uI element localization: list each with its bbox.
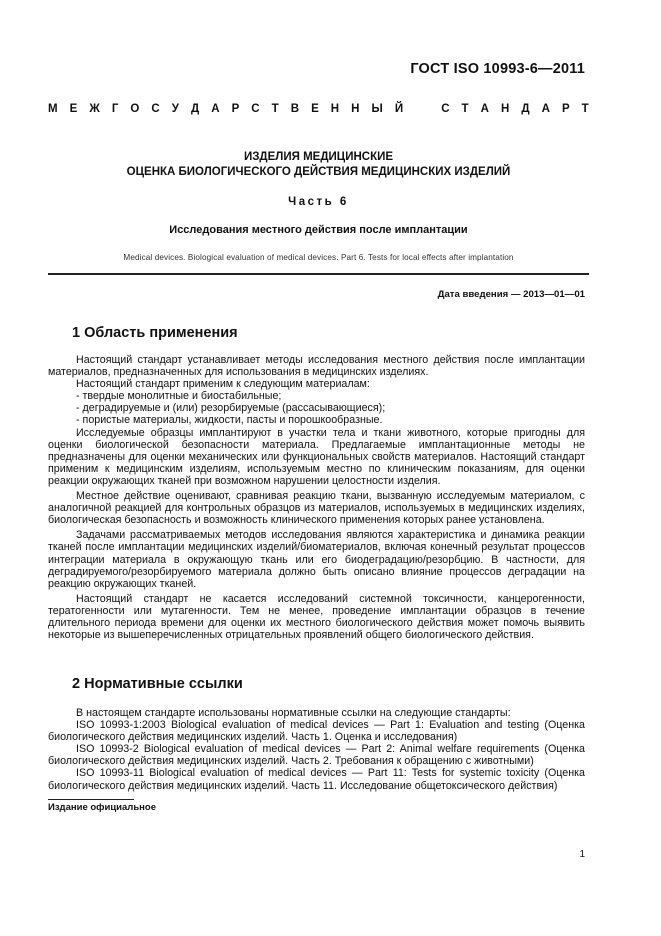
heading-letter: Н — [500, 103, 510, 115]
heading-letter: Т — [271, 103, 279, 115]
paragraph: Настоящий стандарт применим к следующим материалам: — [76, 378, 370, 391]
heading-letter: Ы — [371, 103, 383, 115]
effective-date: Дата введения — 2013—01—01 — [437, 289, 585, 300]
section-2-heading: 2 Нормативные ссылки — [72, 676, 243, 692]
paragraph: Задачами рассматриваемых методов исследования являются характеристика и динамика реакции тканей после имплантации медицинских изделий/биоматериалов, включая конечный результат процессов интеграции материала в окружающую ткань или его биодеградацию/резорбцию. В частности, для деградируемого/резорбируемого материала должно быть описано влияние процессов деградации на реакцию окружающих тканей. — [48, 529, 585, 590]
heading-letter: Г — [111, 103, 119, 115]
document-code: ГОСТ ISO 10993-6—2011 — [410, 61, 585, 77]
reference-item: ISO 10993-2 Biological evaluation of medical devices — Part 2: Animal welfare requirements (Оценка биологического действия медицинских изделий. Часть 2. Требования к обращению с животными) — [48, 743, 585, 768]
heading-letter: А — [480, 103, 489, 115]
heading-letter: С — [151, 103, 160, 115]
title-line-2: ОЦЕНКА БИОЛОГИЧЕСКОГО ДЕЙСТВИЯ МЕДИЦИНСКИХ ИЗДЕЛИЙ — [126, 166, 511, 178]
heading-letter: Р — [561, 103, 570, 115]
reference-item: ISO 10993-1:2003 Biological evaluation of medical devices — Part 1: Evaluation and testing (Оценка биологического действия медицинских изделий. Часть 1. Оценка и исследования) — [48, 719, 585, 744]
heading-letter: В — [290, 103, 300, 115]
paragraph: Настоящий стандарт устанавливает методы исследования местного действия после имплантации материалов, предназначенных для использования в медицинских изделиях. — [48, 354, 585, 379]
interstate-standard-heading — [48, 103, 589, 115]
heading-letter: Р — [231, 103, 240, 115]
section-1-heading: 1 Область применения — [72, 325, 238, 341]
paragraph: Исследуемые образцы имплантируют в участки тела и ткани животного, которые пригодны для оценки биологической безопасности материала. Предлагаемые имплантационные методы не предназначены для оценки механических или функциональных свойств материалов. Настоящий стандарт применим к медицинским изделиям, используемым местно по клиническим показаниям, для оценки реакции окружающих тканей при возможном нарушении целостности изделия. — [48, 426, 585, 487]
official-edition-label: Издание официальное — [48, 802, 156, 813]
heading-letter: А — [211, 103, 220, 115]
heading-letter: У — [171, 103, 179, 115]
heading-letter: Н — [330, 103, 340, 115]
list-item: - твердые монолитные и биостабильные; — [76, 390, 282, 403]
heading-letter: А — [541, 103, 550, 115]
heading-letter: С — [251, 103, 260, 115]
section-1-body — [48, 354, 585, 641]
heading-letter: О — [130, 103, 140, 115]
paragraph: Местное действие оценивают, сравнивая реакцию ткани, вызванную исследуемым материалом, с аналогичной реакцией для контрольных образцов из материалов, используемых в медицинских изделиях, биологическая безопасность и возможность клинического применения которых ранее установлена. — [48, 490, 585, 527]
word-gap — [415, 103, 429, 115]
heading-letter: Д — [190, 103, 200, 115]
heading-letter: Е — [69, 103, 78, 115]
heading-letter: Е — [311, 103, 319, 115]
paragraph: Настоящий стандарт не касается исследований системной токсичности, канцерогенности, тератогенности или мутагенности. Тем не менее, проведение имплантации образцов в течение длительного периода времени для оценки их местного биологического действия может помочь выявить некоторые из вышеперечисленных отрицательных проявлений общего биологического действия. — [48, 592, 585, 642]
heading-letter: Ж — [89, 103, 100, 115]
heading-letter: Й — [394, 103, 404, 115]
heading-letter: Н — [351, 103, 360, 115]
heading-letter: Д — [521, 103, 530, 115]
section-2-body — [48, 707, 585, 792]
part-label: Часть 6 — [288, 196, 349, 208]
list-item: - деградируемые и (или) резорбируемые (рассасывающиеся); — [76, 402, 386, 415]
heading-letter: С — [441, 103, 450, 115]
list-item: - пористые материалы, жидкости, пасты и порошкообразные. — [76, 414, 383, 427]
title-block — [48, 150, 589, 262]
english-title: Medical devices. Biological evaluation of medical devices. Part 6. Tests for local effects after implantation — [123, 253, 514, 262]
title-line-1: ИЗДЕЛИЯ МЕДИЦИНСКИЕ — [243, 151, 394, 163]
paragraph: В настоящем стандарте использованы нормативные ссылки на следующие стандарты: — [76, 707, 511, 719]
page-number: 1 — [579, 849, 585, 860]
heading-letter: М — [48, 103, 58, 115]
title-divider — [48, 273, 589, 275]
part-subtitle: Исследования местного действия после имплантации — [169, 224, 468, 236]
reference-item: ISO 10993-11 Biological evaluation of medical devices — Part 11: Tests for systemic toxicity (Оценка биологического действия медицинских изделий. Часть 11. Исследование общетоксического действия) — [48, 767, 585, 792]
footer-divider — [48, 799, 134, 800]
heading-letter: Т — [581, 103, 589, 115]
heading-letter: Т — [461, 103, 469, 115]
